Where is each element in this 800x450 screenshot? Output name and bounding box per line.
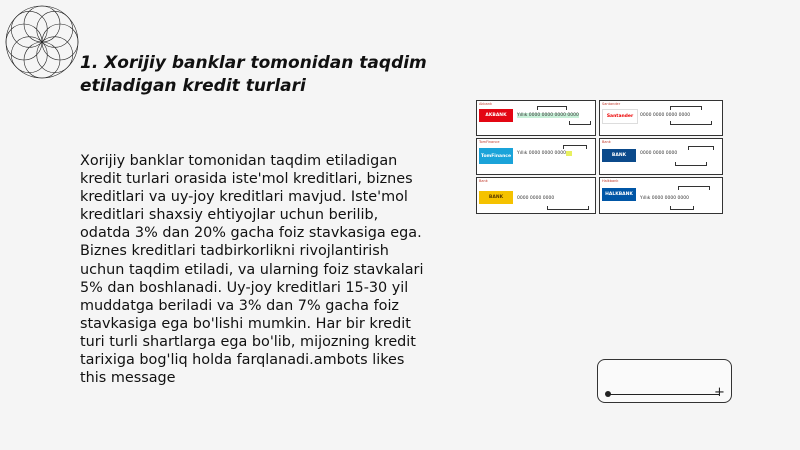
bank-card-name: TomFinance bbox=[479, 140, 500, 144]
bracket-mark bbox=[670, 206, 694, 210]
bank-comparison-image bbox=[476, 100, 724, 214]
bracket-mark bbox=[547, 206, 589, 210]
bank-card bbox=[599, 138, 723, 175]
bracket-mark bbox=[569, 121, 591, 125]
bank-card-name: Akbank bbox=[479, 102, 493, 106]
bank-card bbox=[476, 100, 596, 136]
bank-rate-line: Yıllık 0000 0000 0000 bbox=[640, 196, 690, 201]
bank-card-name: Halkbank bbox=[602, 179, 619, 183]
bank-rate-line bbox=[517, 151, 572, 156]
bank-rate-line: 0000 0000 0000 0000 bbox=[640, 113, 691, 118]
bank-card-name: Bank bbox=[602, 140, 611, 144]
bank-logo: BANK bbox=[479, 191, 513, 204]
bracket-mark bbox=[563, 145, 587, 149]
bracket-mark bbox=[688, 146, 714, 150]
bank-logo: HALKBANK bbox=[602, 188, 636, 201]
bank-logo: BANK bbox=[602, 149, 636, 162]
bank-rate-text: Yıllık 0000 0000 0000 bbox=[517, 151, 567, 156]
bank-card bbox=[476, 138, 596, 175]
timeline-slider[interactable] bbox=[597, 359, 732, 403]
geometric-logo-icon bbox=[4, 4, 80, 80]
slider-handle[interactable] bbox=[605, 391, 611, 397]
bank-card bbox=[599, 100, 723, 136]
bracket-mark bbox=[678, 186, 710, 190]
bank-logo: TomFinance bbox=[479, 148, 513, 164]
bank-rate-line: 0000 0000 0000 bbox=[640, 151, 678, 156]
plus-icon[interactable]: + bbox=[714, 385, 725, 400]
bracket-mark bbox=[670, 121, 712, 125]
bracket-mark bbox=[537, 106, 567, 110]
highlight-mark bbox=[566, 151, 572, 156]
bank-card bbox=[599, 177, 723, 214]
slide-body-text: Xorijiy banklar tomonidan taqdim etiladigan kredit turlari orasida iste'mol kreditlari, biznes kreditlari va uy-joy kreditlari mavjud. Iste'mol kreditlari shaxsiy ehtiyojlar uchun berilib, odatda 3% dan 20% gacha foiz stavkasiga ega. Biznes kreditlari tadbirkorlikni rivojlantirish uchun taqdim etiladi, va ularning foiz stavkalari 5% dan boshlanadi. Uy-joy kreditlari 15-30 yil muddatga beriladi va 3% dan 7% gacha foiz stavkasiga ega bo'lishi mumkin. Har bir kredit turi turli shartlarga ega bo'lib, mijozning kredit tarixiga bog'liq holda farqlanadi.ambots likes this message bbox=[80, 153, 424, 387]
slider-track[interactable] bbox=[608, 394, 720, 395]
bank-card-name: Santander bbox=[602, 102, 621, 106]
bank-rate-line: Yıllık 0000 0000 0000 0000 bbox=[517, 113, 579, 118]
bracket-mark bbox=[675, 162, 707, 166]
bank-card-name: Bank bbox=[479, 179, 488, 183]
slide-title: 1. Xorijiy banklar tomonidan taqdim etiladigan kredit turlari bbox=[80, 53, 427, 96]
bank-logo: Santander bbox=[602, 109, 638, 124]
bank-rate-line: 0000 0000 0000 bbox=[517, 196, 555, 201]
bank-card bbox=[476, 177, 596, 214]
bracket-mark bbox=[670, 106, 702, 110]
bank-logo: AKBANK bbox=[479, 109, 513, 122]
